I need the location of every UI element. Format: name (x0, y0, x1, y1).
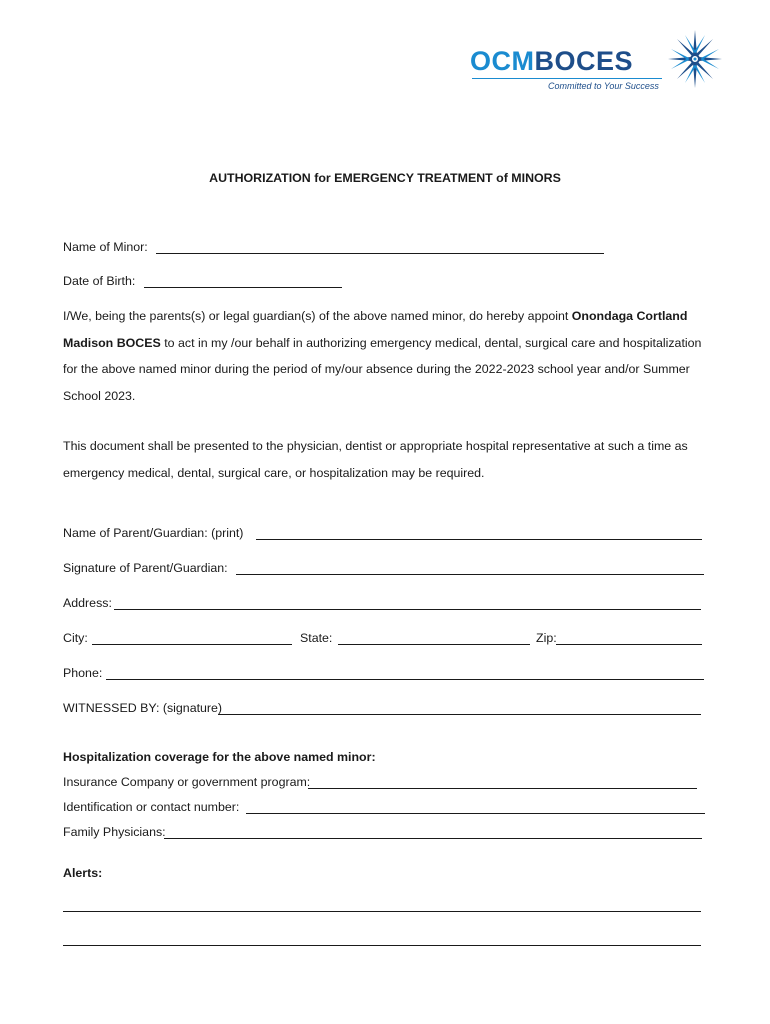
logo-name-boces: BOCES (534, 46, 634, 76)
identification-field[interactable] (246, 813, 705, 814)
witness-label: WITNESSED BY: (signature) (63, 701, 223, 715)
presentation-paragraph: This document shall be presented to the physician, dentist or appropriate hospital representative at such a time as emergency medical, dental, surgical care, or hospitalization may be required. (63, 439, 688, 480)
zip-label: Zip: (536, 631, 557, 645)
address-label: Address: (63, 596, 112, 610)
alerts-line-1[interactable] (63, 911, 701, 912)
city-field[interactable] (92, 644, 292, 645)
logo-tagline: Committed to Your Success (548, 81, 659, 91)
dob-label: Date of Birth: (63, 274, 136, 288)
snowflake-burst-icon (666, 28, 724, 90)
witness-signature-field[interactable] (218, 714, 701, 715)
logo-wordmark (470, 46, 633, 76)
physicians-field[interactable] (164, 838, 702, 839)
state-label: State: (300, 631, 333, 645)
logo-divider (472, 78, 662, 79)
alerts-label: Alerts: (63, 866, 103, 880)
hospitalization-heading: Hospitalization coverage for the above named minor: (63, 750, 376, 764)
minor-name-field[interactable] (156, 253, 604, 254)
guardian-signature-label: Signature of Parent/Guardian: (63, 561, 228, 575)
guardian-signature-field[interactable] (236, 574, 704, 575)
dob-field[interactable] (144, 287, 342, 288)
address-field[interactable] (114, 609, 701, 610)
city-label: City: (63, 631, 88, 645)
alerts-line-2[interactable] (63, 945, 701, 946)
guardian-name-field[interactable] (256, 539, 702, 540)
boces-name: Onondaga Cortland Madison BOCES (63, 309, 688, 350)
phone-field[interactable] (106, 679, 704, 680)
document-title: AUTHORIZATION for EMERGENCY TREATMENT of MINORS (209, 171, 561, 185)
zip-field[interactable] (556, 644, 702, 645)
physicians-label: Family Physicians: (63, 825, 166, 839)
paragraph-text-start: I/We, being the parents(s) or legal guardian(s) of the above named minor, do hereby appoint (63, 309, 572, 323)
logo-name-ocm: OCM (470, 46, 535, 76)
authorization-paragraph (63, 303, 708, 409)
identification-label: Identification or contact number: (63, 800, 240, 814)
guardian-name-label: Name of Parent/Guardian: (print) (63, 526, 244, 540)
ocmboces-logo (470, 28, 730, 98)
paragraph-text-end: to act in my /our behalf in authorizing emergency medical, dental, surgical care and hospitalization for the above named minor during the period of my/our absence during the 2022-2023 school year and/or Summer School 2023. (63, 335, 702, 403)
insurance-label: Insurance Company or government program: (63, 775, 311, 789)
insurance-field[interactable] (308, 788, 697, 789)
phone-label: Phone: (63, 666, 103, 680)
state-field[interactable] (338, 644, 530, 645)
minor-name-label: Name of Minor: (63, 240, 148, 254)
